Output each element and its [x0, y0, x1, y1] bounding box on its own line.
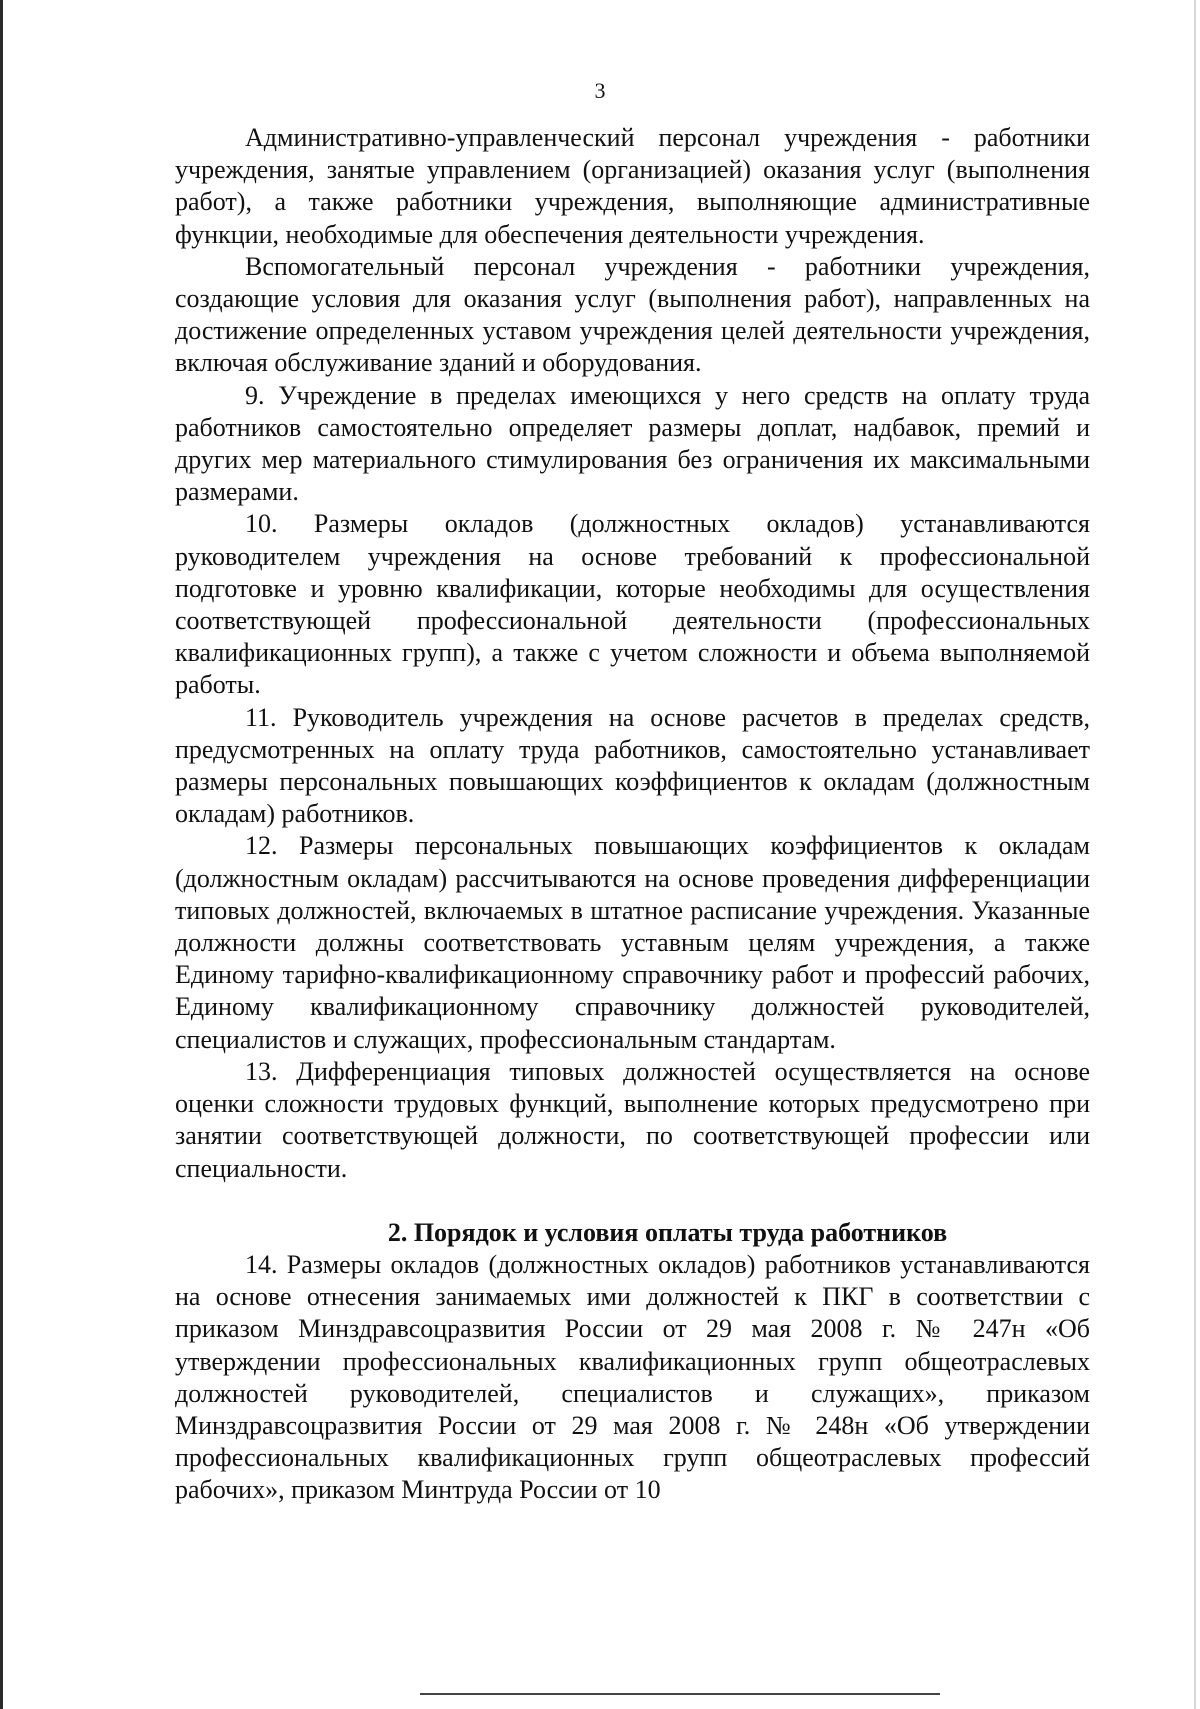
page-number: 3 [594, 78, 606, 103]
scan-right-edge [1194, 0, 1196, 1709]
paragraph-item-9: 9. Учреждение в пределах имеющихся у него средств на оплату труда работников самостоятельно определяет размеры доплат, надбавок, премий и других мер материального стимулирования без ограничения их максимальными размерами. [175, 380, 1090, 507]
paragraph-item-12: 12. Размеры персональных повышающих коэффициентов к окладам (должностным окладам) рассчитываются на основе проведения дифференциации типовых должностей, включаемых в штатное расписание учреждения. Указанные должности должны соответствовать уставным целям учреждения, а также Единому тарифно-квалификационному справочнику работ и профессий рабочих, Единому квалификационному справочнику должностей руководителей, специалистов и служащих, профессиональным стандартам. [175, 831, 1090, 1054]
paragraph-support-staff: Вспомогательный персонал учреждения - работники учреждения, создающие условия для оказания услуг (выполнения работ), направленных на достижение определенных уставом учреждения целей деятельности учреждения, включая обслуживание зданий и оборудования. [175, 251, 1090, 378]
scan-left-edge [0, 0, 3, 1709]
document-body [175, 122, 1090, 1507]
scan-bottom-line [420, 1693, 940, 1695]
paragraph-item-14: 14. Размеры окладов (должностных окладов) работников устанавливаются на основе отнесения занимаемых ими должностей к ПКГ в соответствии с приказом Минздравсоцразвития России от 29 мая 2008 г. № 247н «Об утверждении профессиональных квалификационных групп общеотраслевых должностей руководителей, специалистов и служащих», приказом Минздравсоцразвития России от 29 мая 2008 г. № 248н «Об утверждении профессиональных квалификационных групп общеотраслевых профессий рабочих», приказом Минтруда России от 10 [175, 1249, 1090, 1505]
section-heading: 2. Порядок и условия оплаты труда работников [387, 1217, 948, 1247]
paragraph-item-10: 10. Размеры окладов (должностных окладов) устанавливаются руководителем учреждения на основе требований к профессиональной подготовке и уровню квалификации, которые необходимы для осуществления соответствующей профессиональной деятельности (профессиональных квалификационных групп), а также с учетом сложности и объема выполняемой работы. [175, 509, 1090, 700]
paragraph-admin-staff: Административно-управленческий персонал учреждения - работники учреждения, занятые управлением (организацией) оказания услуг (выполнения работ), а также работники учреждения, выполняющие административные функции, необходимые для обеспечения деятельности учреждения. [175, 123, 1090, 249]
paragraph-item-11: 11. Руководитель учреждения на основе расчетов в пределах средств, предусмотренных на оплату труда работников, самостоятельно устанавливает размеры персональных повышающих коэффициентов к окладам (должностным окладам) работников. [175, 702, 1090, 829]
paragraph-item-13: 13. Дифференциация типовых должностей осуществляется на основе оценки сложности трудовых функций, выполнение которых предусмотрено при занятии соответствующей должности, по соответствующей профессии или специальности. [175, 1056, 1090, 1183]
